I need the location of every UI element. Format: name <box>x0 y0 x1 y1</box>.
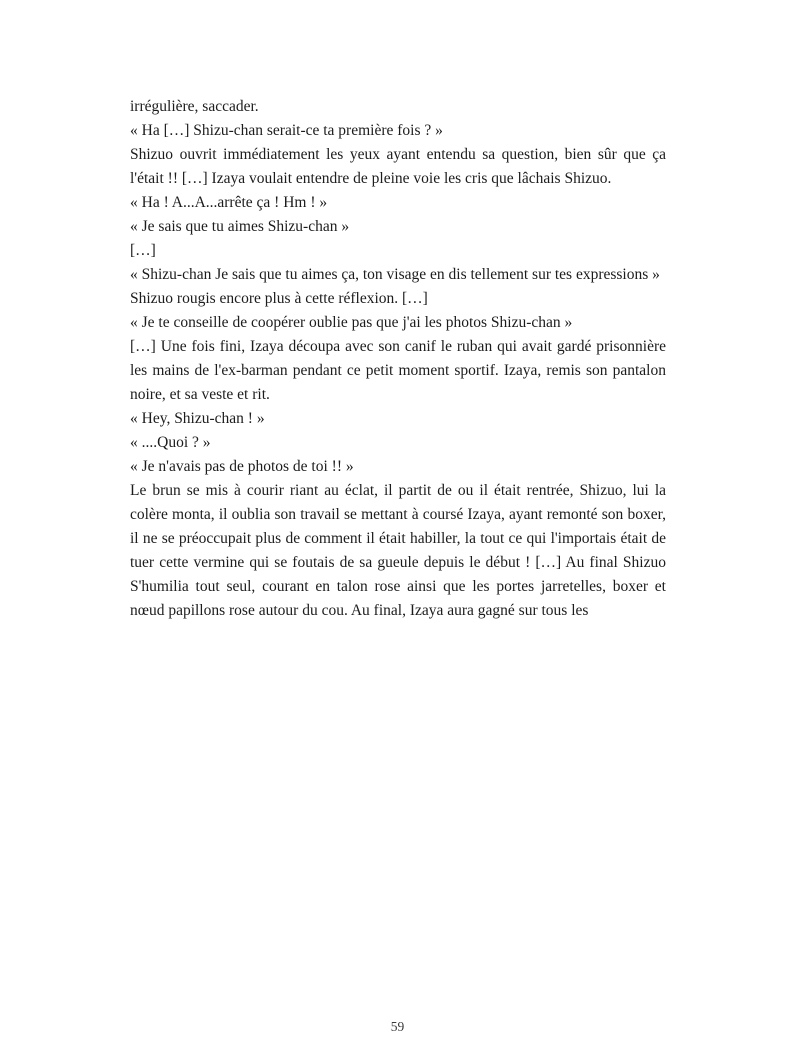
paragraph: Shizuo rougis encore plus à cette réflexion. […] <box>130 290 428 307</box>
paragraph: « Je sais que tu aimes Shizu-chan » <box>130 218 350 235</box>
paragraph: « Hey, Shizu-chan ! » <box>130 410 265 427</box>
paragraph: « Je n'avais pas de photos de toi !! » <box>130 458 354 475</box>
paragraph: « Ha ! A...A...arrête ça ! Hm ! » <box>130 194 328 211</box>
paragraph: Le brun se mis à courir riant au éclat, il partit de ou il était rentrée, Shizuo, lui la colère monta, il oublia son travail se mettant à coursé Izaya, ayant remonté son boxer, il ne se préoccupait plus de comment il était habiller, la tout ce qui l'importais était de tuer cette vermine qui se foutais de sa gueule depuis le début ! […] Au final Shizuo S'humilia tout seul, courant en talon rose ainsi que les portes jarretelles, boxer et nœud papillons rose autour du cou. Au final, Izaya aura gagné sur tous les <box>130 482 666 619</box>
paragraph: […] Une fois fini, Izaya découpa avec son canif le ruban qui avait gardé prisonnière les mains de l'ex-barman pendant ce petit moment sportif. Izaya, remis son pantalon noire, et sa veste et rit. <box>130 338 666 403</box>
paragraph: irrégulière, saccader. <box>130 98 259 115</box>
paragraph: […] <box>130 242 156 259</box>
paragraph: « Shizu-chan Je sais que tu aimes ça, ton visage en dis tellement sur tes expressions » <box>130 266 660 283</box>
paragraph: « ....Quoi ? » <box>130 434 211 451</box>
paragraph: Shizuo ouvrit immédiatement les yeux ayant entendu sa question, bien sûr que ça l'était !! […] Izaya voulait entendre de pleine voie les cris que lâchais Shizuo. <box>130 146 666 187</box>
paragraph: « Je te conseille de coopérer oublie pas que j'ai les photos Shizu-chan » <box>130 314 573 331</box>
body-text <box>130 95 666 623</box>
page-number: 59 <box>390 1019 405 1034</box>
paragraph: « Ha […] Shizu-chan serait-ce ta première fois ? » <box>130 122 443 139</box>
